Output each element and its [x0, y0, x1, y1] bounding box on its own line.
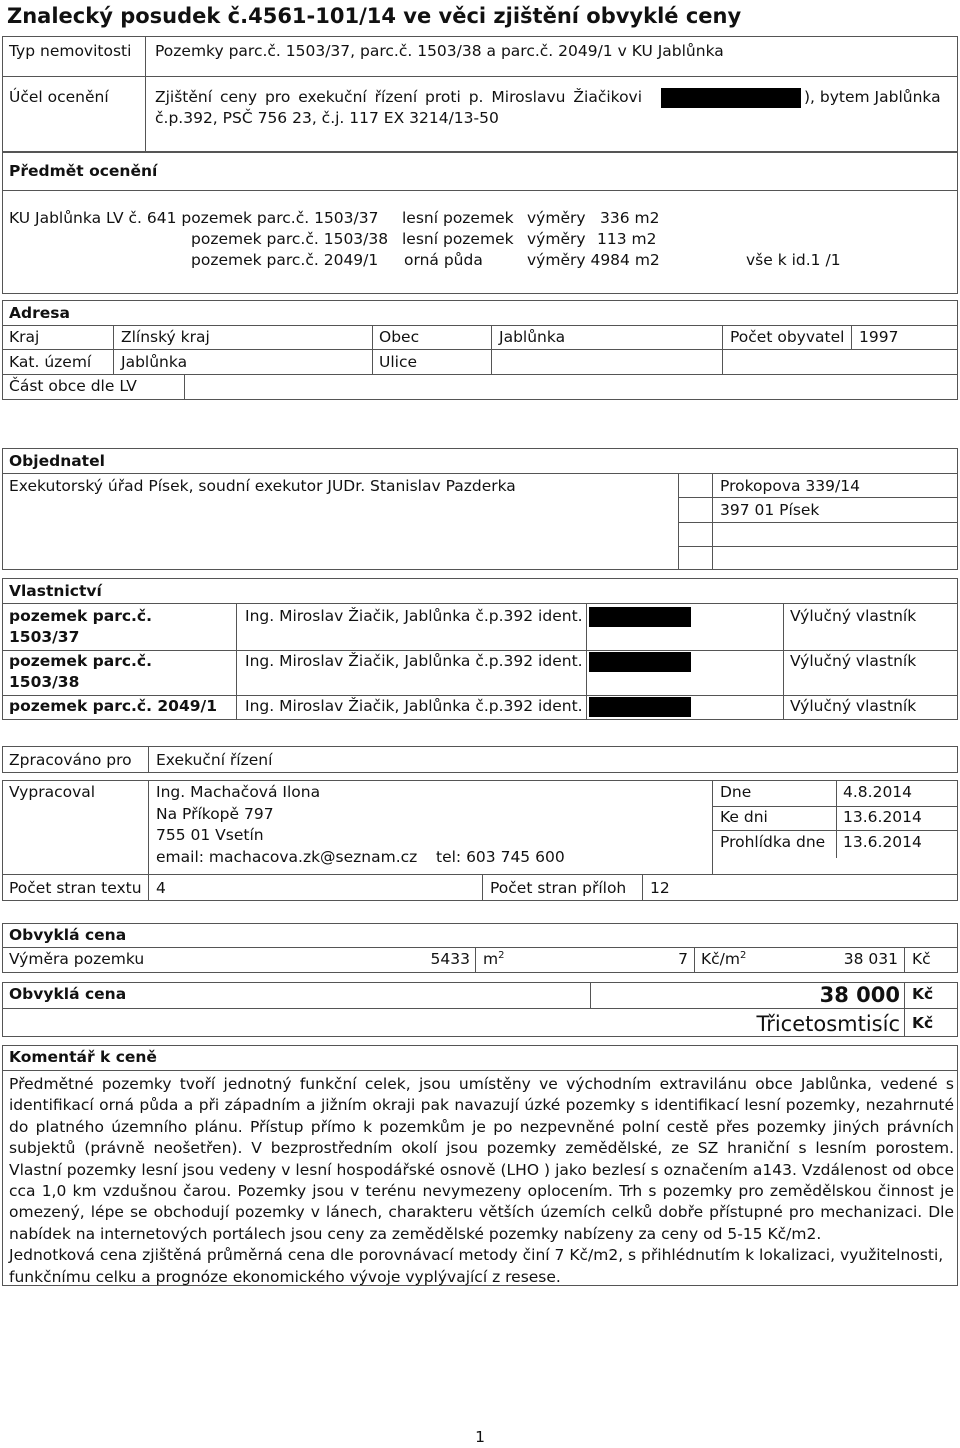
divider	[904, 982, 905, 1037]
author-city: 755 01 Vsetín	[156, 826, 264, 844]
subject-parcel: pozemek parc.č. 1503/38	[191, 230, 389, 248]
divider	[722, 325, 723, 374]
ownership-type: Výlučný vlastník	[790, 652, 917, 670]
author-phone: tel: 603 745 600	[436, 848, 565, 866]
divider	[590, 982, 591, 1008]
subject-parcel: pozemek parc.č. 2049/1	[191, 251, 379, 269]
final-price-unit: Kč	[912, 985, 934, 1003]
divider	[712, 806, 958, 807]
subject-area-label: výměry 4984 m2	[527, 251, 660, 269]
subject-area: 113 m2	[597, 230, 657, 248]
property-type-value: Pozemky parc.č. 1503/37, parc.č. 1503/38 a parc.č. 2049/1 v KU Jablůnka	[155, 42, 724, 60]
final-price-heading: Obvyklá cena	[9, 985, 127, 1003]
ownership-owner: Ing. Miroslav Žiačik, Jablůnka č.p.392 ident.	[245, 697, 583, 715]
divider	[678, 522, 958, 523]
divider	[236, 603, 237, 720]
subject-area: 336 m2	[600, 209, 660, 227]
processed-value: Exekuční řízení	[156, 751, 273, 769]
subject-kind: lesní pozemek	[402, 209, 514, 227]
divider	[836, 780, 837, 858]
redaction-bar	[589, 607, 691, 627]
property-type-label: Typ nemovitosti	[9, 42, 132, 60]
area-value: 5433	[430, 950, 470, 968]
redaction-bar	[589, 697, 691, 717]
street-label: Ulice	[379, 353, 418, 371]
divider	[2, 603, 958, 604]
ownership-parcel: pozemek parc.č.	[9, 607, 152, 625]
inspection-label: Prohlídka dne	[720, 833, 826, 851]
address-heading: Adresa	[9, 304, 70, 322]
final-price-words-unit: Kč	[912, 1014, 934, 1032]
author-label: Vypracoval	[9, 783, 96, 801]
author-email: email: machacova.zk@seznam.cz	[156, 848, 418, 866]
redaction-bar	[589, 652, 691, 672]
population-value: 1997	[859, 328, 899, 346]
text-pages-label: Počet stran textu	[9, 879, 142, 897]
divider	[2, 650, 958, 651]
author-name: Ing. Machačová Ilona	[156, 783, 321, 801]
ownership-owner: Ing. Miroslav Žiačik, Jablůnka č.p.392 ident.	[245, 607, 583, 625]
divider	[145, 36, 146, 152]
ownership-parcel: pozemek parc.č. 2049/1	[9, 697, 217, 715]
divider	[2, 947, 958, 948]
total-unit: Kč	[912, 950, 931, 968]
divider	[113, 325, 114, 374]
divider	[148, 780, 149, 874]
total-value: 38 031	[843, 950, 898, 968]
kraj-label: Kraj	[9, 328, 40, 346]
subject-kind: lesní pozemek	[402, 230, 514, 248]
divider	[184, 374, 185, 400]
client-name: Exekutorský úřad Písek, soudní exekutor JUDr. Stanislav Pazderka	[9, 477, 516, 495]
kraj-value: Zlínský kraj	[121, 328, 210, 346]
appendix-pages-value: 12	[650, 879, 670, 897]
inspection-value: 13.6.2014	[843, 833, 922, 851]
comment-paragraph: Předmětné pozemky tvoří jednotný funkční celek, jsou umístěny ve východním extravilánu obce Jablůnka, vedené s identifikací orná půda a při západním a jižním okraji pak navazují úzké pozemky s identifikací lesní pozemky, nezahrnuté do platného územního plánu. Přístup přímo k pozemkům je po nezpevněné polní cestě přes pozemky jiných právních subjektů (právně neošetřen). V bezprostředním okolí jsou pozemky zemědělské, ze SZ hraniční s lesním porostem. Vlastní pozemky lesní jsou vedeny v lesní hospodářské osnově (LHO ) jako bezlesí s označením a143. Vzdálenost od obce cca 1,0 km vzdušnou čarou. Pozemky jsou v terénu nevymezeny oplocením. Trh s pozemky pro zemědělskou činnost je omezený, lépe se obchodují pozemky v lánech, charakteru větších územích celků dobře přístupné pro mechanizaci. Dle nabídek na internetových portálech jsou ceny za zemědělské pozemky nabízeny za ceny od 5-15 Kč/m2.	[9, 1075, 954, 1243]
obec-label: Obec	[379, 328, 420, 346]
text-pages-value: 4	[156, 879, 166, 897]
comment-heading: Komentář k ceně	[9, 1048, 157, 1066]
divider	[148, 874, 149, 901]
ownership-parcel: 1503/38	[9, 673, 80, 691]
ownership-type: Výlučný vlastník	[790, 607, 917, 625]
divider	[148, 746, 149, 773]
divider	[2, 349, 958, 350]
divider	[491, 325, 492, 374]
unit-price-unit: $Kč/m^2$	[701, 950, 747, 969]
cadastral-label: Kat. území	[9, 353, 92, 371]
ownership-owner: Ing. Miroslav Žiačik, Jablůnka č.p.392 ident.	[245, 652, 583, 670]
subject-kind: orná půda	[404, 251, 483, 269]
purpose-label: Účel ocenění	[9, 88, 109, 106]
date-label: Dne	[720, 783, 752, 801]
divider	[586, 603, 587, 720]
divider	[2, 325, 958, 326]
divider	[694, 947, 695, 973]
ownership-parcel: pozemek parc.č.	[9, 652, 152, 670]
area-unit: $m^2$	[483, 950, 505, 969]
divider	[482, 874, 483, 901]
divider	[712, 830, 958, 831]
page-number: 1	[475, 1428, 485, 1446]
purpose-line-2: č.p.392, PSČ 756 23, č.j. 117 EX 3214/13-50	[155, 109, 499, 127]
divider	[678, 497, 958, 498]
redaction-bar	[661, 88, 801, 108]
date-value: 4.8.2014	[843, 783, 913, 801]
final-price-words: Třicetosmtisíc	[756, 1012, 900, 1036]
address-box	[2, 300, 958, 400]
ownership-parcel: 1503/37	[9, 628, 80, 646]
author-street: Na Příkopě 797	[156, 805, 274, 823]
divider	[2, 695, 958, 696]
cadastral-value: Jablůnka	[121, 353, 188, 371]
client-heading: Objednatel	[9, 452, 105, 470]
obec-value: Jablůnka	[499, 328, 566, 346]
subject-label: Předmět ocenění	[9, 162, 158, 180]
processed-label: Zpracováno pro	[9, 751, 132, 769]
divider	[2, 874, 958, 875]
divider	[678, 546, 958, 547]
price-calc-heading: Obvyklá cena	[9, 926, 127, 944]
divider	[2, 473, 958, 474]
divider	[642, 874, 643, 901]
divider	[2, 1070, 958, 1071]
client-city: 397 01 Písek	[720, 501, 820, 519]
as-of-label: Ke dni	[720, 808, 768, 826]
unit-price-value: 7	[678, 950, 688, 968]
district-label: Část obce dle LV	[9, 377, 137, 395]
processed-box	[2, 746, 958, 773]
subject-intro: KU Jablůnka LV č. 641 pozemek parc.č. 1503/37	[9, 209, 379, 227]
comment-paragraph: Jednotková cena zjištěná průměrná cena dle porovnávací metody činí 7 Kč/m2, s přihlédnutím k lokalizaci, využitelnosti, funkčnímu celku a prognóze ekonomického vývoje vyplývající z resese.	[9, 1246, 944, 1286]
divider	[783, 603, 784, 720]
purpose-line-1: Zjištění ceny pro exekuční řízení proti p. Miroslavu Žiačikovi	[155, 88, 643, 106]
population-label: Počet obyvatel	[730, 328, 845, 346]
ownership-heading: Vlastnictví	[9, 582, 102, 600]
divider	[2, 76, 958, 77]
divider	[475, 947, 476, 973]
purpose-line-1-end: ), bytem Jablůnka	[804, 88, 941, 106]
ownership-type: Výlučný vlastník	[790, 697, 917, 715]
as-of-value: 13.6.2014	[843, 808, 922, 826]
divider	[372, 325, 373, 374]
final-price-value: 38 000	[819, 983, 900, 1007]
divider	[2, 374, 958, 375]
subject-share: vše k id.1 /1	[746, 251, 841, 269]
divider	[2, 190, 958, 191]
divider	[712, 780, 713, 874]
area-label: Výměra pozemku	[9, 950, 145, 968]
document-title: Znalecký posudek č.4561-101/14 ve věci zjištění obvyklé ceny	[7, 4, 742, 28]
appendix-pages-label: Počet stran příloh	[490, 879, 627, 897]
comment-body	[9, 1074, 954, 1288]
subject-area-label: výměry	[527, 209, 586, 227]
client-street: Prokopova 339/14	[720, 477, 860, 495]
divider	[851, 325, 852, 349]
divider	[904, 947, 905, 973]
subject-area-label: výměry	[527, 230, 586, 248]
